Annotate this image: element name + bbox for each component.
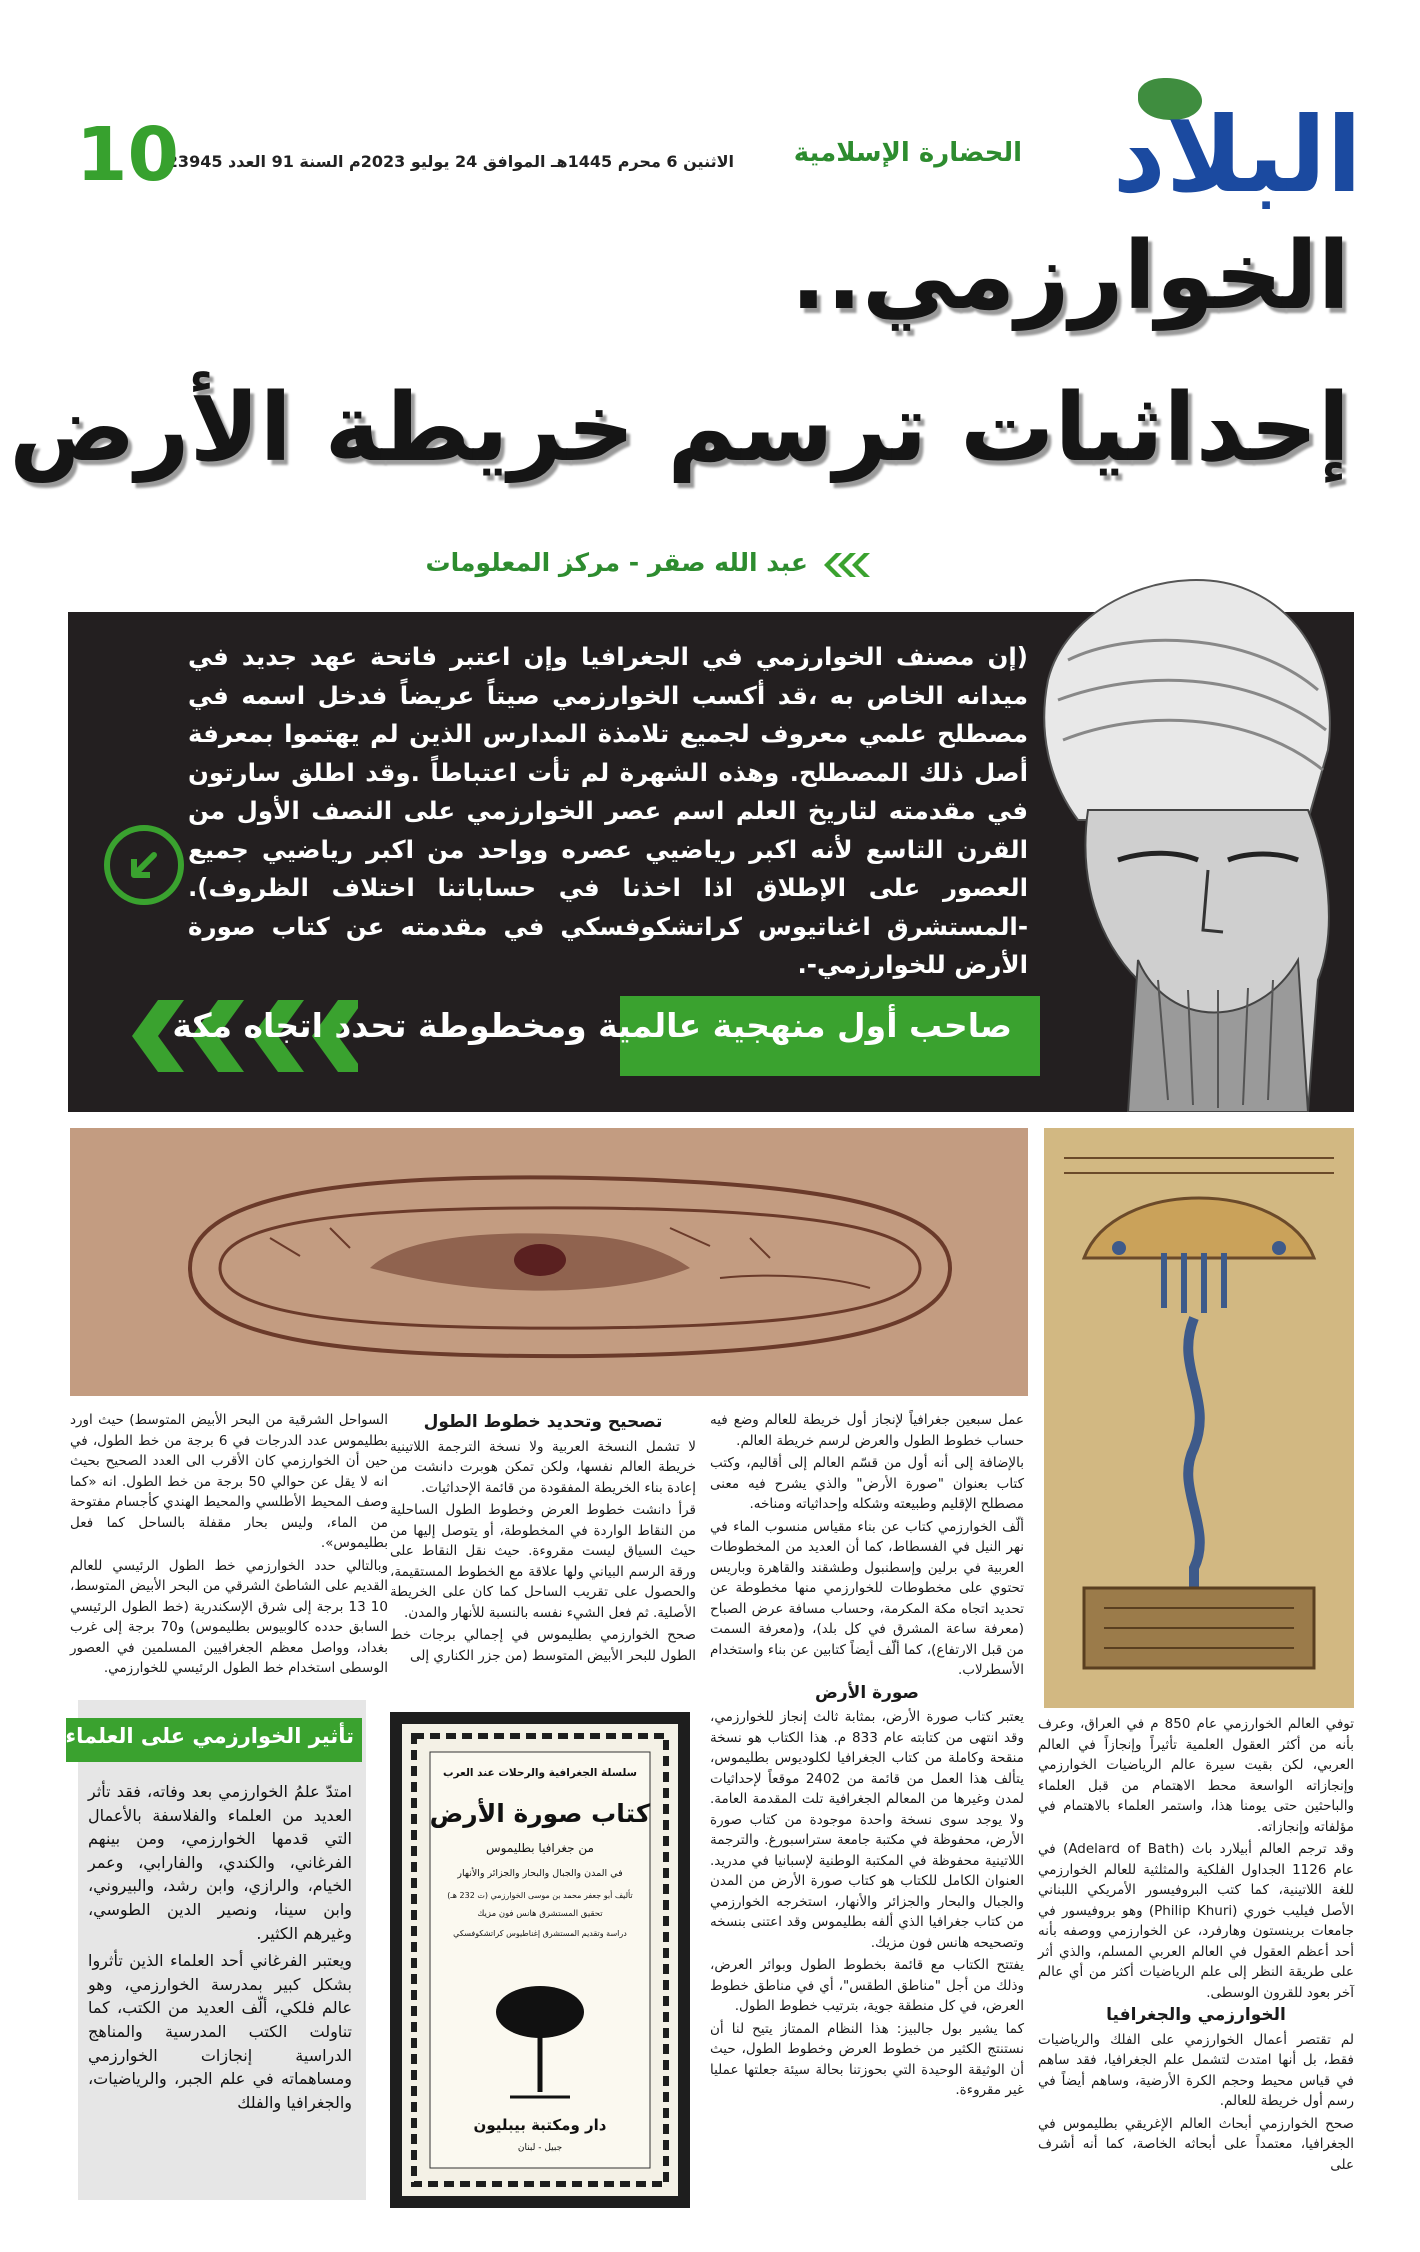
col3-paragraph-3: صحح الخوارزمي بطليموس في إجمالي برجات خط الطول للبحر الأبيض المتوسط (من جزر الكناري إلى: [390, 1627, 696, 1664]
cover-line3: في المدن والجبال والبحار والجزائر والأنهار: [457, 1868, 623, 1879]
col2-paragraph-3: ألّف الخوارزمي كتاب عن بناء مقياس منسوب الماء في نهر النيل في الفسطاط، كما أن العديد من المخطوطات العربية في برلين وإسطنبول وطشقند والقاهرة وباريس تحتوي على مخطوطات للخوارزمي منها مخطوطة عن تحديد اتجاه مكة المكرمة، وحساب مسافة عرض الصباح (معرفة ساعة المشرق في كل بلد)، و(معرفة السمت من قبل الارتفاع)، كما ألّف أيضاً كتابين عن بناء واستخدام الأسطرلاب.: [710, 1518, 1024, 1678]
cover-intro-by: دراسة وتقديم المستشرق إغناطيوس كراتشكوفسكي: [453, 1929, 627, 1938]
col1-paragraph-2: وقد ترجم العالم أبيلارد باث (Adelard of Bath) في عام 1126 الجداول الفلكية والمثلثية للعالم الخوارزمي للغة اللاتينية، كما كتب البروفيسور الأمريكي اللبناني الأصل فيليب خوري (Philip Khuri) وهو بروفيسور في جامعات برينستون وهارفرد، عن الخوارزمي ووصفه بأنه أحد أعظم العقول في العالم العربي المسلم، والذي أثر على طريقة النظر إلى علم الرياضيات أكثر من أي عالم آخر بعود للقرون الوسطى.: [1038, 1841, 1355, 2001]
influence-text: [88, 1780, 352, 2118]
column-2: [710, 1410, 1024, 2103]
banner-text: صاحب أول منهجية عالمية ومخطوطة تحدد اتجاه مكة: [172, 1006, 1012, 1045]
influence-title: تأثير الخوارزمي على العلماء: [65, 1724, 354, 1748]
nile-manuscript-image: [1044, 1128, 1354, 1708]
col2-subhead: صورة الأرض: [815, 1682, 919, 1703]
headline-line-2: إحداثيات ترسم خريطة الأرض: [9, 374, 1350, 483]
column-4: [70, 1410, 388, 1681]
column-1: [1038, 1714, 1354, 2177]
col1-paragraph-1: توفي العالم الخوارزمي عام 850 م في العراق، وعرف بأنه من أكثر العقول العلمية تأثيراً وإنجازاً في العالم العربي، لكن بقيت سيرة عالم الرياضيات الخوارزمي وإنجازاته الواسعة محط الاهتمام من قبل العلماء والباحثين حتى يومنا هذا، واستمر العلماء بالاهتمام في مؤلفاته وإنجازاته.: [1038, 1716, 1355, 1835]
col2-paragraph-4: يعتبر كتاب صورة الأرض، بمثابة ثالث إنجاز للخوارزمي، وقد انتهى من كتابته عام 833 م. هذا الكتاب هو نسخة منقحة وكاملة من كتاب الجغرافيا لكلوديوس بطليموس، يتألف هذا العمل من قائمة من 2402 موقعاً لإحداثيات لمدن وغيرها من المعالم الجغرافية تلت المقدمة العامة. ولا يوجد سوى نسخة واحدة موجودة من كتاب صورة الأرض، محفوظة في مكتبة جامعة ستراسبورغ. والترجمة اللاتينية محفوظة في المكتبة الوطنية لإسبانيا في مدريد. العنوان الكامل للكتاب هو كتاب صورة الأرض من المدن والجبال والبحار والجزائر والأنهار، استخرجه الخوارزمي من كتاب جغرافيا الذي ألفه بطليموس وقد اعتنى بنسخه وتصحيحه هانس فون مزيك.: [710, 1709, 1025, 1951]
col3-paragraph-1: لا تشمل النسخة العربية ولا نسخة الترجمة اللاتينية خريطة العالم نفسها، ولكن تمكن هوبرت دانشت من إعادة بناء الخريطة المفقودة من قائمة الإحداثيات.: [390, 1438, 696, 1496]
col1-paragraph-3: لم تقتصر أعمال الخوارزمي على الفلك والرياضيات فقط، بل أنها امتدت لتشمل علم الجغرافيا، فقد ساهم في قياس محيط وحجم الكرة الأرضية، وساهم أيضاً في رسم أول خريطة للعالم.: [1038, 2031, 1354, 2109]
col4-paragraph-1: السواحل الشرقية من البحر الأبيض المتوسط) حيث اورد بطليموس عدد الدرجات في 6 برجة من خط الطول، في حين أن الخوارزمي كان الأقرب الى العدد الصحيح بحيث انه لا يقل عن حوالي 50 برجة من خط الطول. انه «كما وصف المحيط الأطلسي والمحيط الهندي كأجسام مفتوحة من الماء، وليس بحار مقفلة بالساحل كما فعل بطليموس».: [70, 1412, 388, 1551]
newspaper-logo: [1050, 96, 1362, 214]
date-line: الاثنين 6 محرم 1445هـ الموافق 24 يوليو 2023م السنة 91 العدد 23945: [166, 152, 734, 171]
influence-paragraph-1: امتدّ علمُ الخوارزمي بعد وفاته، فقد تأثر العديد من العلماء والفلاسفة بالأعمال التي قدمها الخوارزمي، ومن بينهم الفرغاني، والكندي، والفارابي، وعمر الخيام، والرازي، وابن رشد، والبيروني، وابن سينا، ونصير الدين الطوسي، وغيرهم الكثير.: [88, 1782, 352, 1943]
col2-paragraph-6: كما يشير بول جالبيز: هذا النظام الممتاز يتيح لنا أن نستنتج الكثير من خطوط العرض وخطوط الطول، حيث أن الوثيقة الوحيدة التي بحوزتنا بحالة سيئة جعلتها عمليا غير مقروءة.: [710, 2020, 1024, 2098]
arrow-down-left-icon: [104, 825, 184, 905]
col3-subhead: تصحيح وتحديد خطوط الطول: [423, 1412, 663, 1432]
cover-title: كتاب صورة الأرض: [429, 1799, 651, 1828]
col2-paragraph-5: يفتتح الكتاب مع قائمة بخطوط الطول وبوائر العرض، وذلك من أجل "مناطق الطقس"، أي في مناطق خطوط العرض، في كل منطقة جوية، بترتيب خطوط الطول.: [710, 1957, 1024, 2014]
cover-series: سلسلة الجغرافية والرحلات عند العرب: [442, 1767, 638, 1779]
cover-city: جبيل - لبنان: [517, 2143, 563, 2153]
section-name: الحضارة الإسلامية: [793, 138, 1022, 168]
logo-text: البلاد: [1112, 94, 1362, 216]
author-byline: عبد الله صقر - مركز المعلومات: [425, 548, 808, 577]
col3-paragraph-2: قرأ دانشت خطوط العرض وخطوط الطول الساحلية من النقاط الواردة في المخطوطة، أو يتوصل إليها من حيث السياق ليست مقروءة. حيث نقل النقاط على ورقة الرسم البياني ولها علاقة مع الخطوط المستقيمة، والحصول على تقريب الساحل كما كان على الخريطة الأصلية. ثم فعل الشيء نفسه بالنسبة للأنهار والمدن.: [390, 1502, 696, 1621]
chevrons-icon: [822, 552, 872, 578]
page-number: 10: [76, 112, 179, 198]
col4-paragraph-2: وبالتالي حدد الخوارزمي خط الطول الرئيسي للعالم القديم على الشاطئ الشرقي من البحر الأبيض المتوسط، 10 13 برجة إلى شرق الإسكندرية (خط الطول الرئيسي السابق حدده كالوبيوس بطليموس) و70 برجة إلى غرب بغداد، وواصل معظم الجغرافيين المسلمين في العصور الوسطى استخدام خط الطول الرئيسي للخوارزمي.: [70, 1557, 388, 1676]
book-cover-image: [390, 1712, 690, 2208]
intro-quote: (إن مصنف الخوارزمي في الجغرافيا وإن اعتبر فاتحة عهد جديد في ميدانه الخاص به ،قد أكسب الخوارزمي صيتاً عريضاً فدخل اسمه في مصطلح علمي معروف لجميع تلامذة المدارس الذين لم يهتموا بمعرفة أصل ذلك المصطلح. وهذه الشهرة لم تأت اعتباطاً .وقد اطلق سارتون في مقدمته لتاريخ العلم اسم عصر الخوارزمي على النصف الأول من القرن التاسع لأنه اكبر رياضيي عصره وواحد من اكبر رياضيي جميع العصور على الإطلاق اذا اخذنا في حساباتنا اختلاف الظروف). -المستشرق اغناتيوس كراتشكوفسكي في مقدمته عن كتاب صورة الأرض للخوارزمي-.: [188, 642, 1028, 979]
khwarizmi-map-image: [70, 1128, 1028, 1396]
cover-editor: تحقيق المستشرق هانس فون مزيك: [477, 1909, 603, 1919]
headline-line-1: الخوارزمي..: [790, 222, 1350, 331]
khwarizmi-portrait: [1008, 560, 1352, 1112]
col1-subhead: الخوارزمي والجغرافيا: [1106, 2005, 1286, 2025]
col2-paragraph-2: بالإضافة إلى أنه أول من قسّم العالم إلى أقاليم، وكتب كتاب بعنوان "صورة الأرض" والذي يشرح فيه معنى مصطلح الإقليم وطبيعته وشكله وإحداثياته ومناخه.: [710, 1455, 1024, 1512]
influence-paragraph-2: ويعتبر الفرغاني أحد العلماء الذين تأثروا بشكل كبير بمدرسة الخوارزمي، وهو عالم فلكي، ألّف العديد من الكتب، كما تناولت الكتب المدرسية والمناهج الدراسية إنجازات الخوارزمي ومساهماته في علم الجبر، والرياضيات، والجغرافيا والفلك: [88, 1951, 352, 2112]
col2-paragraph-1: عمل سبعين جغرافياً لإنجاز أول خريطة للعالم وضع فيه حساب خطوط الطول والعرض لرسم خريطة العالم.: [710, 1412, 1024, 1449]
col1-paragraph-4: صحح الخوارزمي أبحاث العالم الإغريقي بطليموس في الجغرافيا، معتمداً على أبحاثه الخاصة، كما أنه أشرف على: [1038, 2115, 1354, 2173]
cover-subtitle: من جغرافيا بطليموس: [486, 1841, 594, 1855]
cover-author: تأليف أبو جعفر محمد بن موسى الخوارزمي (ت 232 هـ): [447, 1891, 633, 1900]
column-3: [390, 1410, 696, 1668]
cover-publisher: دار ومكتبة بيبليون: [473, 2116, 607, 2134]
